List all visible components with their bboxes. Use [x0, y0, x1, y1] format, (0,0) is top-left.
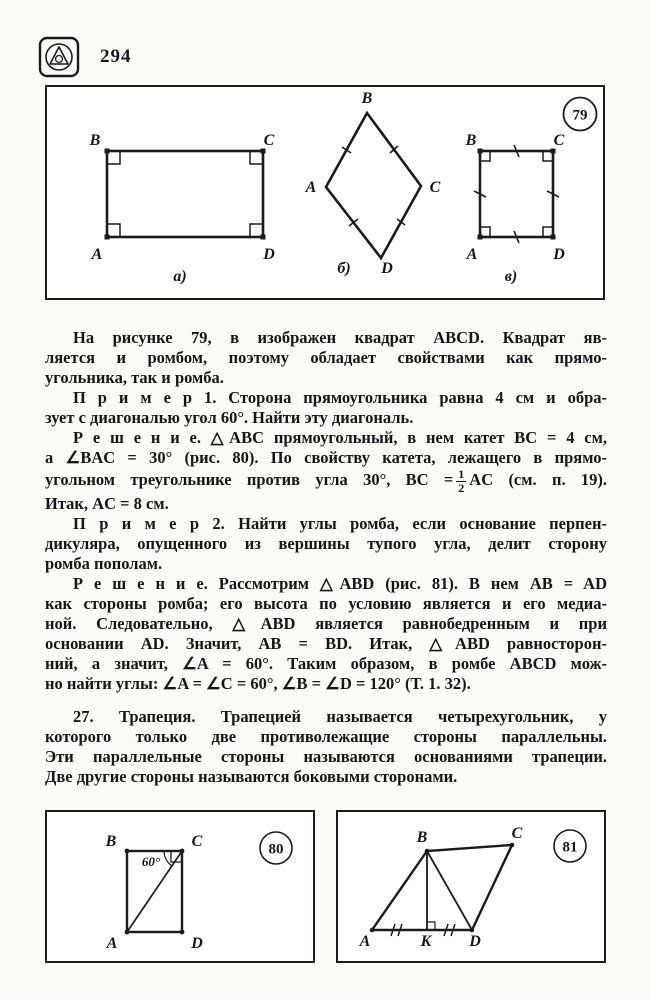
figure-badge	[260, 832, 292, 864]
body-text	[45, 328, 607, 787]
vertex-dots	[105, 149, 266, 240]
section-paragraph-trapezoid	[45, 707, 607, 787]
figure-badge	[564, 98, 597, 131]
text-line: зует с диагональю угол 60°. Найти эту диагональ.	[45, 408, 414, 427]
figure-badge-number: 80	[268, 841, 284, 858]
fraction-denominator: 2	[458, 480, 465, 495]
tick-marks	[342, 146, 405, 226]
text-line: ляется и ромбом, поэтому обладает свойствами как прямо-	[45, 348, 607, 367]
text-line: П р и м е р 1. Сторона прямоугольника равна 4 см и обра-	[73, 388, 607, 407]
text-line: Две другие стороны называются боковыми сторонами.	[45, 767, 458, 787]
page-number: 294	[100, 46, 132, 67]
text-line: но найти углы: ∠A = ∠C = 60°, ∠B = ∠D = 120° (Т. 1. 32).	[45, 674, 471, 694]
text-line: Р е ш е н и е. △ABC прямоугольный, в нем катет BC = 4 см,	[73, 428, 607, 447]
right-angle-marks	[107, 151, 263, 237]
right-angle-marks	[480, 151, 553, 237]
vertex-label-a: A	[305, 179, 317, 196]
publisher-logo-icon	[38, 36, 80, 78]
vertex-label-b: B	[105, 833, 117, 850]
tick-marks	[474, 145, 559, 243]
vertex-label-c: C	[511, 825, 523, 842]
text-line: П р и м е р 2. Найти углы ромба, если основание перпен-	[73, 514, 607, 534]
text-line: На рисунке 79, в изображен квадрат ABCD. Квадрат яв-	[73, 328, 607, 347]
figure-80	[45, 810, 315, 963]
vertex-label-d: D	[381, 260, 393, 277]
text-line: которого только две противолежащие стороны параллельны.	[45, 727, 607, 747]
vertex-label-c: C	[263, 132, 275, 149]
text-line: а ∠BAC = 30° (рис. 80). По свойству катета, лежащего в прямо-	[45, 448, 607, 467]
paragraph	[45, 574, 607, 694]
text-line: Итак, AC = 8 см.	[45, 494, 169, 514]
figure-79	[45, 85, 605, 300]
figure-81	[336, 810, 606, 963]
fraction	[456, 468, 466, 494]
paragraph	[45, 388, 607, 428]
text-line: угольника, так и ромба.	[45, 368, 224, 387]
square-shape	[474, 145, 559, 243]
vertex-label-a: A	[91, 246, 103, 263]
text-line: Р е ш е н и е. Рассмотрим △ABD (рис. 81). В нем AB = AD	[73, 574, 607, 594]
vertex-label-a: A	[106, 935, 118, 952]
text-line: ромба пополам.	[45, 554, 163, 574]
figure-badge	[554, 830, 586, 862]
fraction-numerator: 1	[458, 467, 465, 481]
angle-label: 60°	[141, 854, 161, 869]
vertex-label-b: B	[89, 132, 101, 149]
text-line	[45, 468, 607, 494]
vertex-label-c: C	[191, 833, 203, 850]
rectangle-shape	[107, 151, 263, 237]
rhombus-shape	[326, 113, 421, 258]
vertex-label-c: C	[553, 132, 565, 149]
text-segment: AC (см. п. 19).	[469, 469, 608, 489]
text-line: 27. Трапеция. Трапецией называется четырехугольник, у	[73, 707, 607, 727]
paragraph	[45, 428, 607, 514]
figure-badge-number: 81	[562, 839, 578, 856]
paragraph	[45, 514, 607, 574]
vertex-label-b: B	[361, 90, 373, 107]
text-line: Эти параллельные стороны называются основаниями трапеции.	[45, 747, 607, 767]
subfigure-caption-v: в)	[504, 268, 518, 285]
vertex-label-d: D	[553, 246, 565, 263]
right-angle-mark	[427, 922, 435, 930]
text-line: основании AD. Значит, AB = BD. Итак, △ABD равносторон-	[45, 634, 607, 654]
vertex-label-d: D	[191, 935, 203, 952]
vertex-label-b: B	[416, 829, 428, 846]
vertex-label-b: B	[465, 132, 477, 149]
text-line: ний, а значит, ∠A = 60°. Таким образом, в ромбе ABCD мож-	[45, 654, 607, 674]
vertex-label-k: K	[420, 933, 432, 950]
publisher-logo	[38, 36, 80, 83]
vertex-label-d: D	[263, 246, 275, 263]
paragraph	[45, 328, 607, 388]
text-line: дикуляра, опущенного из вершины тупого угла, делит сторону	[45, 534, 607, 554]
text-segment: угольном треугольнике против угла 30°, BC =	[45, 469, 454, 489]
rhombus-shape	[372, 845, 512, 930]
vertex-label-d: D	[469, 933, 481, 950]
subfigure-caption-b: б)	[337, 260, 351, 277]
figure-badge-number: 79	[572, 107, 588, 124]
text-line: ной. Следовательно, △ABD является равнобедренным и при	[45, 614, 607, 634]
vertex-label-a: A	[466, 246, 478, 263]
subfigure-caption-a: а)	[173, 268, 187, 285]
vertex-label-c: C	[429, 179, 441, 196]
text-line: как стороны ромба; его высота по условию является и его медиа-	[45, 594, 607, 614]
diagonal-line	[427, 851, 472, 930]
vertex-label-a: A	[359, 933, 371, 950]
vertex-dots	[478, 149, 556, 240]
